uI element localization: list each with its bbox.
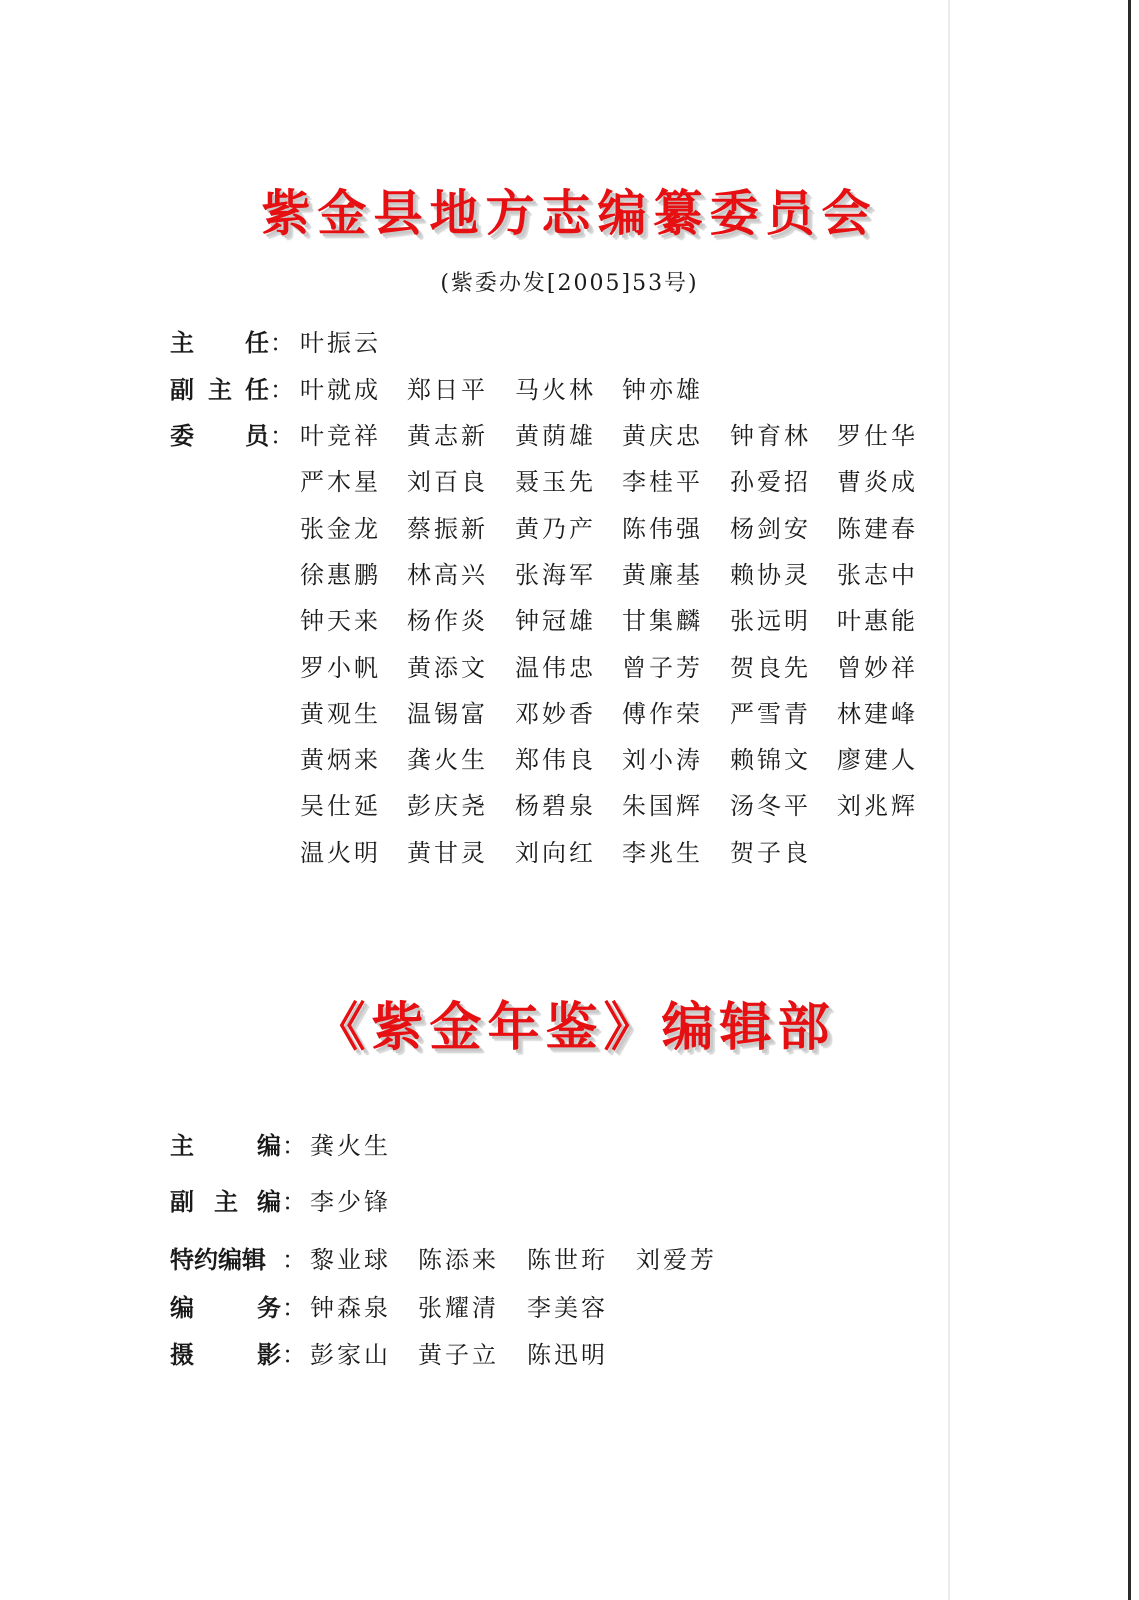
member-name: 钟天来 [300,607,381,635]
member-name: 张志中 [837,561,918,589]
member-name: 杨碧泉 [515,792,596,820]
member-name: 曾妙祥 [837,654,918,682]
photo-colon: ： [282,1341,306,1369]
member-name: 彭庆尧 [407,792,488,820]
member-name: 张海军 [515,561,596,589]
director-label-char-2: 任 [245,329,269,357]
member-name: 杨作炎 [407,607,488,635]
member-name: 傅作荣 [622,700,703,728]
chief-label-char-2: 编 [257,1132,281,1160]
affairs-label-char-1: 编 [170,1294,194,1322]
photo-name-2: 黄子立 [418,1341,499,1369]
member-name: 刘向红 [515,839,596,867]
deputy-name-2: 郑日平 [407,376,488,404]
deputy-label-char-1: 副 [170,376,194,404]
member-name: 贺良先 [730,654,811,682]
chief-colon: ： [282,1132,306,1160]
member-name: 郑伟良 [515,746,596,774]
member-name: 赖协灵 [730,561,811,589]
photo-name-3: 陈迅明 [527,1341,608,1369]
deputy-chief-colon: ： [282,1188,306,1216]
member-name: 曹炎成 [837,468,918,496]
deputy-name-3: 马火林 [515,376,596,404]
deputy-chief-name: 李少锋 [310,1188,391,1216]
deputy-name-1: 叶就成 [300,376,381,404]
member-name: 张金龙 [300,515,381,543]
member-name: 曾子芳 [622,654,703,682]
member-name: 温火明 [300,839,381,867]
photo-label-char-2: 影 [257,1341,281,1369]
member-name: 龚火生 [407,746,488,774]
committee-title: 紫金县地方志编纂委员会 [261,184,878,242]
special-editors-label: 特约编辑 [170,1246,266,1274]
editorial-title: 《紫金年鉴》编辑部 [313,997,836,1058]
member-name: 黄观生 [300,700,381,728]
member-name: 钟育林 [730,422,811,450]
deputy-name-4: 钟亦雄 [622,376,703,404]
affairs-label-char-2: 务 [257,1294,281,1322]
deputy-chief-label-char-2: 主 [214,1188,238,1216]
photo-name-1: 彭家山 [310,1341,391,1369]
member-name: 叶惠能 [837,607,918,635]
member-name: 刘小涛 [622,746,703,774]
member-name: 严木星 [300,468,381,496]
chief-label-char-1: 主 [170,1132,194,1160]
members-label-char-1: 委 [170,422,194,450]
members-label-char-2: 员 [245,422,269,450]
member-name: 甘集麟 [622,607,703,635]
member-name: 贺子良 [730,839,811,867]
chief-name: 龚火生 [310,1132,391,1160]
member-name: 蔡振新 [407,515,488,543]
director-name: 叶振云 [300,329,381,357]
member-name: 孙爱招 [730,468,811,496]
special-editor-1: 黎业球 [310,1246,391,1274]
member-name: 罗小帆 [300,654,381,682]
deputy-chief-label-char-3: 编 [257,1188,281,1216]
member-name: 廖建人 [837,746,918,774]
member-name: 李桂平 [622,468,703,496]
member-name: 聂玉先 [515,468,596,496]
deputy-label-char-2: 主 [208,376,232,404]
member-name: 赖锦文 [730,746,811,774]
member-name: 黄庆忠 [622,422,703,450]
member-name: 黄荫雄 [515,422,596,450]
members-colon: ： [270,422,294,450]
director-label-char-1: 主 [170,329,194,357]
affairs-colon: ： [282,1294,306,1322]
special-colon: ： [282,1246,306,1274]
member-name: 黄添文 [407,654,488,682]
affairs-name-3: 李美容 [527,1294,608,1322]
member-name: 刘兆辉 [837,792,918,820]
member-name: 林高兴 [407,561,488,589]
member-name: 黄甘灵 [407,839,488,867]
photo-label-char-1: 摄 [170,1341,194,1369]
member-name: 李兆生 [622,839,703,867]
member-name: 陈建春 [837,515,918,543]
member-name: 严雪青 [730,700,811,728]
member-name: 林建峰 [837,700,918,728]
deputy-colon: ： [270,376,294,404]
member-name: 刘百良 [407,468,488,496]
deputy-label-char-3: 任 [245,376,269,404]
member-name: 陈伟强 [622,515,703,543]
member-name: 黄廉基 [622,561,703,589]
member-name: 叶竞祥 [300,422,381,450]
special-editor-4: 刘爱芳 [636,1246,717,1274]
member-name: 钟冠雄 [515,607,596,635]
member-name: 汤冬平 [730,792,811,820]
member-name: 张远明 [730,607,811,635]
document-number: (紫委办发[2005]53号) [440,271,699,296]
special-editor-2: 陈添来 [418,1246,499,1274]
special-editor-3: 陈世珩 [527,1246,608,1274]
director-colon: ： [270,329,294,357]
affairs-name-2: 张耀清 [418,1294,499,1322]
affairs-name-1: 钟森泉 [310,1294,391,1322]
deputy-chief-label-char-1: 副 [170,1188,194,1216]
member-name: 黄炳来 [300,746,381,774]
member-name: 邓妙香 [515,700,596,728]
member-name: 罗仕华 [837,422,918,450]
member-name: 黄乃产 [515,515,596,543]
member-name: 徐惠鹏 [300,561,381,589]
member-name: 温锡富 [407,700,488,728]
member-name: 杨剑安 [730,515,811,543]
member-name: 朱国辉 [622,792,703,820]
member-name: 黄志新 [407,422,488,450]
member-name: 温伟忠 [515,654,596,682]
member-name: 吴仕延 [300,792,381,820]
